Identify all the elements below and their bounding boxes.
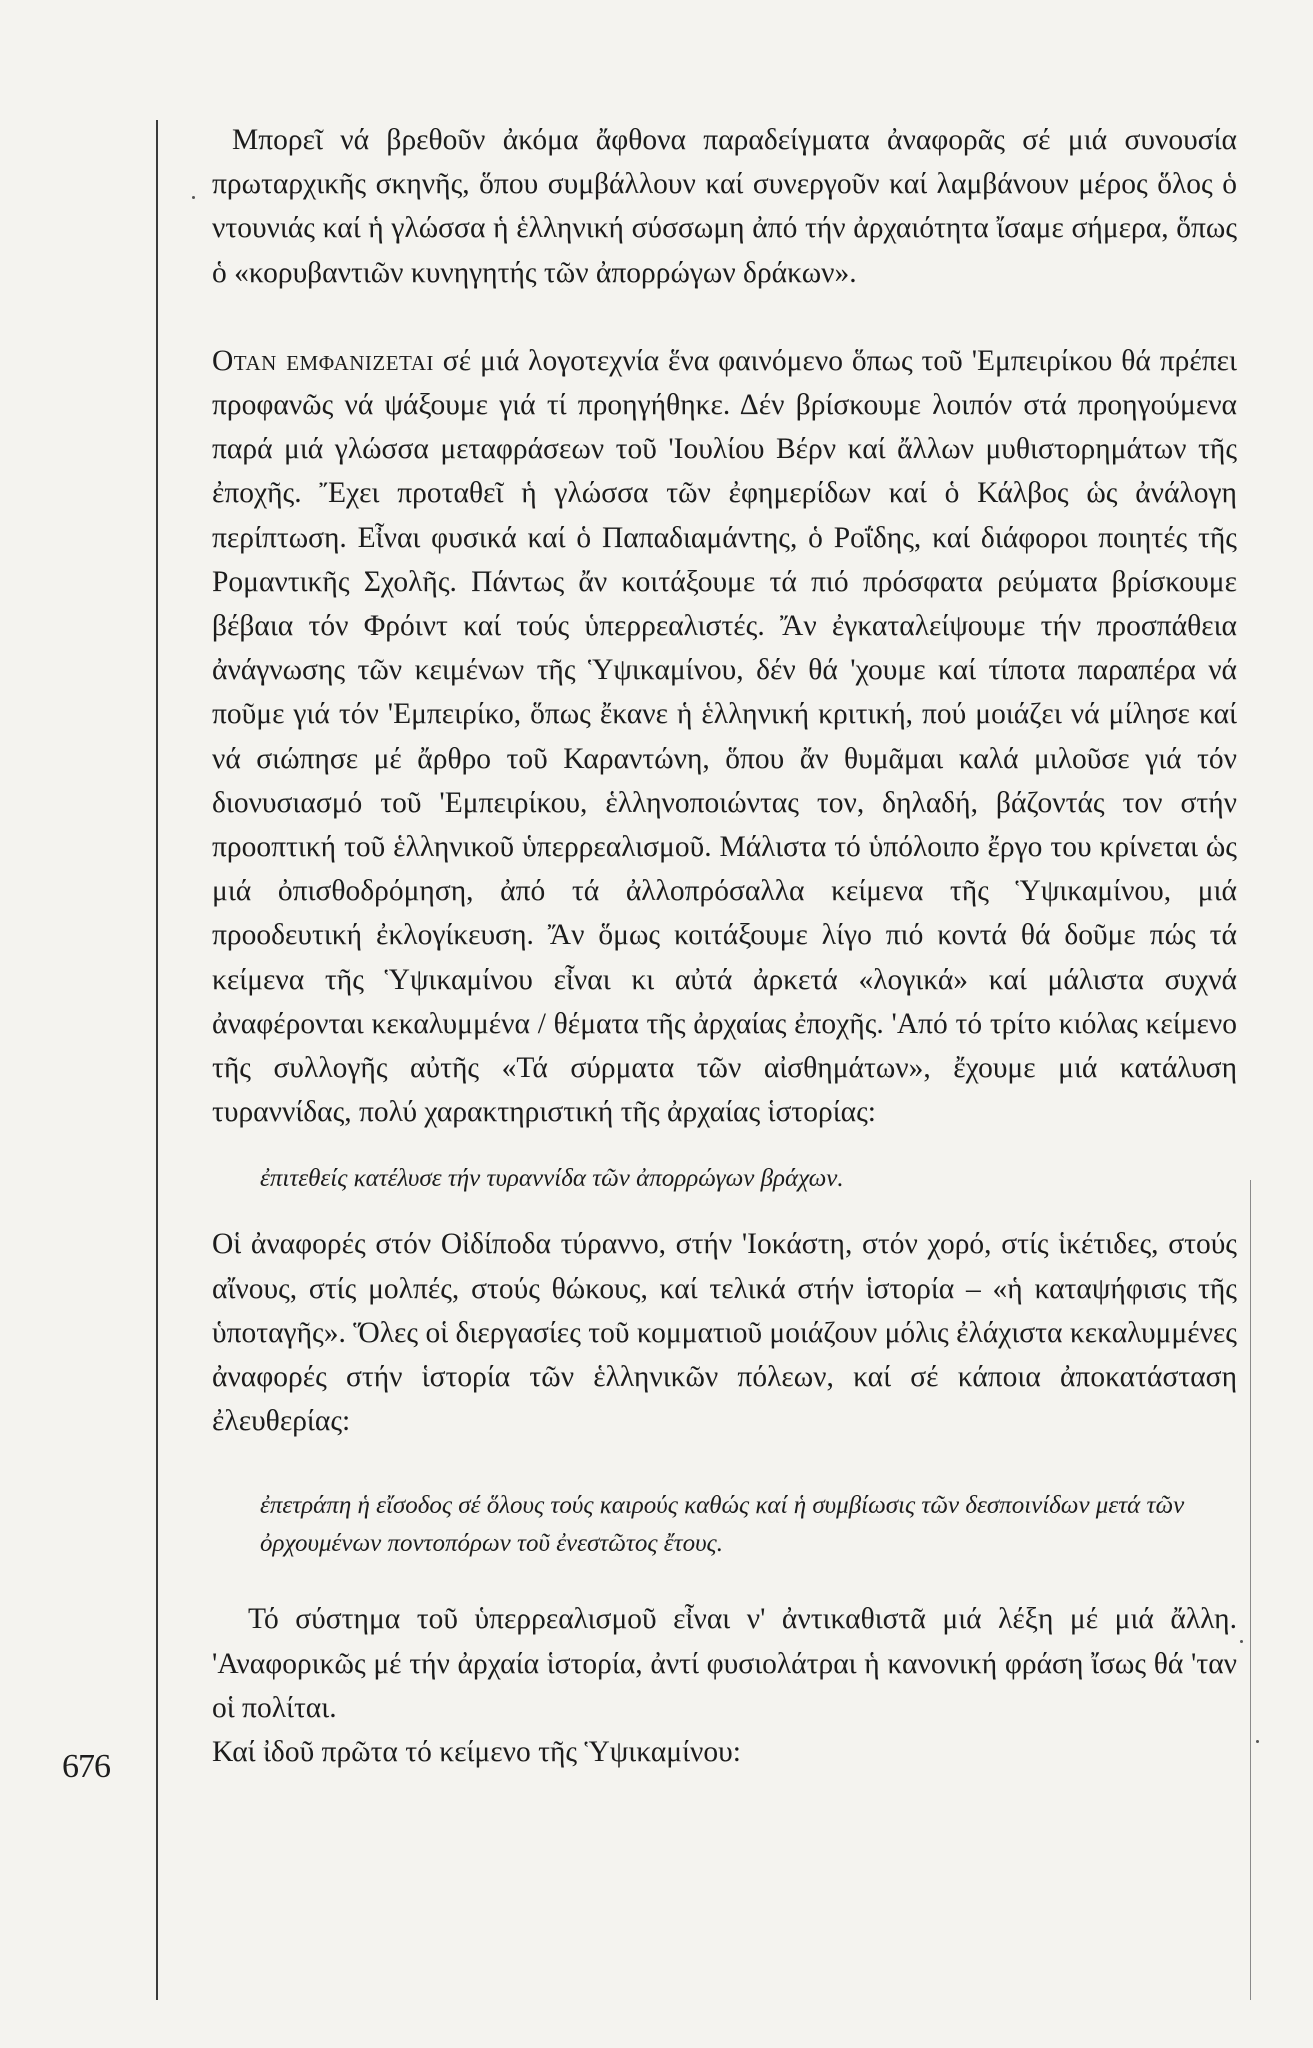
speck-mark [192, 196, 195, 199]
margin-rule [156, 120, 158, 2000]
paragraph-2-text: σέ μιά λογοτεχνία ἕνα φαινόμενο ὅπως τοῦ 'Εμπειρίκου θά πρέπει προφανῶς νά ψάξουμε γιά τί προηγήθηκε. Δέν βρίσκουμε λοιπόν στά προηγούμενα παρά μιά γλώσσα μεταφράσεων τοῦ 'Ιουλίου Βέρν καί ἄλλων μυθιστορημάτων τῆς ἐποχῆς. Ἔχει προταθεῖ ἡ γλώσσα τῶν ἐφημερίδων καί ὁ Κάλβος ὡς ἀνάλογη περίπτωση. Εἶναι φυσικά καί ὁ Παπαδιαμάντης, ὁ Ροΐδης, καί διάφοροι ποιητές τῆς Ρομαντικῆς Σχολῆς. Πάντως ἄν κοιτάξουμε τά πιό πρόσφατα ρεύματα βρίσκουμε βέβαια τόν Φρόιντ καί τούς ὑπερρεαλιστές. Ἄν ἐγκαταλείψουμε τήν προσπάθεια ἀνάγνωσης τῶν κειμένων τῆς Ὑψικαμίνου, δέν θά 'χουμε καί τίποτα παραπέρα νά ποῦμε γιά τόν 'Εμπειρίκο, ὅπως ἔκανε ἡ ἑλληνική κριτική, πού μοιάζει νά μίλησε καί νά σιώπησε μέ ἄρθρο τοῦ Καραντώνη, ὅπου ἄν θυμᾶμαι καλά μιλοῦσε γιά τόν διονυσιασμό τοῦ 'Εμπειρίκου, ἑλληνοποιώντας τον, δηλαδή, βάζοντάς τον στήν προοπτική τοῦ ἑλληνικοῦ ὑπερρεαλισμοῦ. Μάλιστα τό ὑπόλοιπο ἔργο του κρίνεται ὡς μιά ὀπισθοδρόμηση, ἀπό τά ἀλλοπρόσαλλα κείμενα τῆς Ὑψικαμίνου, μιά προοδευτική ἐκλογίκευση. Ἄν ὅμως κοιτάξουμε λίγο πιό κοντά θά δοῦμε πώς τά κείμενα τῆς Ὑψικαμίνου εἶναι κι αὐτά ἀρκετά «λογικά» καί μάλιστα συχνά ἀναφέρονται κεκαλυμμένα / θέματα τῆς ἀρχαίας ἐποχῆς. 'Από τό τρίτο κιόλας κείμενο τῆς συλλογῆς αὐτῆς «Τά σύρματα τῶν αἰσθημάτων», ἔχουμε μιά κατάλυση τυραννίδας, πολύ χαρακτηριστική τῆς ἀρχαίας ἱστορίας: [212, 344, 1237, 1129]
paragraph-5: Καί ἰδοῦ πρῶτα τό κείμενο τῆς Ὑψικαμίνου: [212, 1736, 741, 1769]
paragraph-1: Μπορεῖ νά βρεθοῦν ἀκόμα ἄφθονα παραδείγματα ἀναφορᾶς σέ μιά συνουσία πρωταρχικῆς σκηνῆς, ὅπου συμβάλλουν καί συνεργοῦν καί λαμβάνουν μέρος ὅλος ὁ ντουνιάς καί ἡ γλώσσα ἡ ἑλληνική σύσσωμη ἀπό τήν ἀρχαιότητα ἴσαμε σήμερα, ὅπως ὁ «κορυβαντιῶν κυνηγητής τῶν ἀπορρώγων δράκων». [212, 124, 1237, 289]
block-quote-1: ἐπιτεθείς κατέλυσε τήν τυραννίδα τῶν ἀπορρώγων βράχων. [260, 1165, 844, 1193]
block-quote-2: ἐπετράπη ἡ εἴσοδος σέ ὅλους τούς καιρούς καθώς καί ἡ συμβίωσις τῶν δεσποινίδων μετά τῶν ὀρχουμένων ποντοπόρων τοῦ ἐνεστῶτος ἔτους. [260, 1492, 1185, 1558]
speck-mark [1240, 1640, 1243, 1643]
right-margin-rule [1250, 1180, 1251, 2000]
paragraph-4: Τό σύστημα τοῦ ὑπερρεαλισμοῦ εἶναι ν' ἀντικαθιστᾶ μιά λέξη μέ μιά ἄλλη. 'Αναφορικῶς μέ τήν ἀρχαία ἱστορία, ἀντί φυσιολάτραι ἡ κανονική φράση ἴσως θά 'ταν οἱ πολίται. [212, 1603, 1237, 1724]
paragraph-2-smallcaps-opening: Οταν εμφανιζεται [212, 344, 434, 377]
speck-mark [1256, 1740, 1259, 1743]
page-number: 676 [62, 1748, 110, 1785]
paragraph-3: Οἱ ἀναφορές στόν Οἰδίποδα τύραννο, στήν 'Ιοκάστη, στόν χορό, στίς ἱκέτιδες, στούς αἴνους, στίς μολπές, στούς θώκους, καί τελικά στήν ἱστορία – «ἡ καταψήφισις τῆς ὑποταγῆς». Ὅλες οἱ διεργασίες τοῦ κομματιοῦ μοιάζουν μόλις ἐλάχιστα κεκαλυμμένες ἀναφορές στήν ἱστορία τῶν ἑλληνικῶν πόλεων, καί σέ κάποια ἀποκατάσταση ἐλευθερίας: [212, 1228, 1237, 1438]
text-body [212, 118, 1237, 1774]
paragraph-2 [212, 339, 1237, 1135]
